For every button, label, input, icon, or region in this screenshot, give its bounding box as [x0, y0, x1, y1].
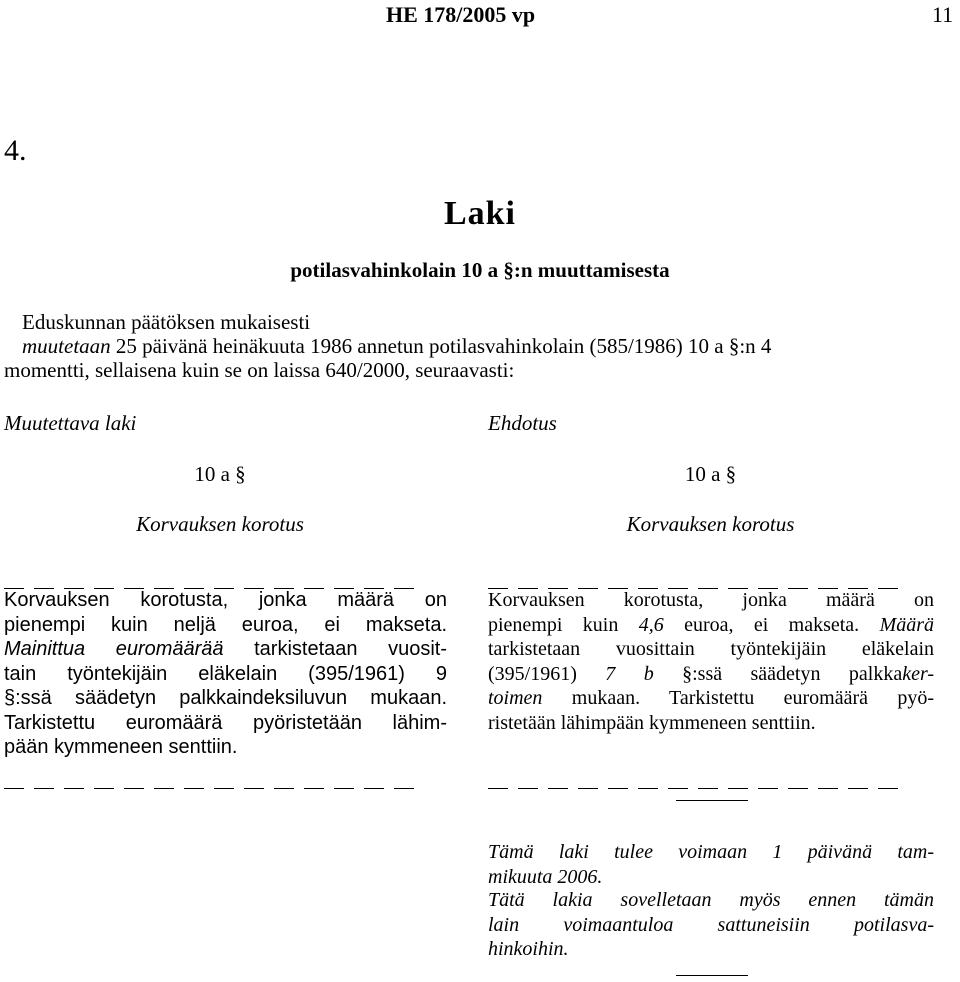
entry-into-force-line: Tämä laki tulee voimaan 1 päivänä tam- — [488, 841, 934, 863]
intro-line-3: momentti, sellaisena kuin se on laissa 640/2000, seuraavasti: — [4, 358, 515, 382]
transitional-provision — [488, 888, 934, 962]
left-paragraph-line — [4, 637, 447, 662]
right-paragraph-text: toimen — [488, 687, 543, 709]
right-paragraph-line — [488, 588, 934, 613]
page-number: 11 — [932, 2, 954, 27]
left-column-heading: Muutettava laki — [4, 411, 137, 435]
law-title: Laki — [443, 195, 517, 232]
left-omission-line-bottom — [4, 774, 424, 799]
right-column-heading: Ehdotus — [488, 411, 557, 435]
entry-into-force — [488, 840, 934, 889]
right-paragraph-text: 7 b — [605, 662, 654, 685]
right-section-number: 10 a § — [684, 462, 737, 486]
right-paragraph-line — [488, 637, 934, 662]
left-paragraph-text: §:ssä säädetyn palkkaindeksiluvun mukaan. — [4, 687, 447, 709]
document-reference: HE 178/2005 vp — [386, 2, 536, 27]
transitional-line: lain voimaantuloa sattuneisiin potilasva- — [488, 913, 934, 936]
separator-rule-1 — [676, 800, 748, 801]
right-paragraph-text: ker- — [902, 662, 934, 685]
left-paragraph-line — [4, 613, 447, 638]
right-paragraph-text: pienempi kuin — [488, 613, 639, 636]
right-paragraph-text: euroa, ei makseta. — [663, 613, 880, 636]
section-number: 4. — [4, 134, 27, 167]
right-paragraph-text: mukaan. Tarkistettu euromäärä pyö- — [542, 687, 934, 709]
right-paragraph-line — [488, 686, 934, 711]
transitional-line: Tätä lakia sovelletaan myös ennen tämän — [488, 889, 934, 911]
right-paragraph-text: ristetään lähimpään kymmeneen senttiin. — [488, 711, 816, 734]
left-paragraph-line — [4, 662, 447, 687]
right-paragraph-text: 4,6 — [638, 613, 664, 636]
left-paragraph-text: tarkistetaan vuosit- — [223, 638, 447, 660]
left-paragraph-text: pään kymmeneen senttiin. — [4, 736, 238, 758]
right-paragraph-text: Korvauksen korotusta, jonka määrä on — [488, 589, 934, 611]
intro-line-2 — [22, 334, 771, 358]
left-paragraph-text: tain työntekijäin eläkelain (395/1961) 9 — [4, 662, 447, 685]
intro-verb: muutetaan — [22, 334, 111, 358]
left-paragraph-text: Tarkistettu euromäärä pyöristetään lähim- — [4, 711, 447, 734]
left-paragraph-line — [4, 588, 447, 613]
transitional-line: hinkoihin. — [488, 938, 569, 960]
right-paragraph-text: tarkistetaan vuosittain työntekijäin eläkelain — [488, 638, 934, 660]
left-paragraph-line — [4, 711, 447, 736]
right-paragraph-line — [488, 711, 934, 736]
left-paragraph-line — [4, 735, 447, 760]
right-paragraph-line — [488, 613, 934, 638]
left-paragraph-text: pienempi kuin neljä euroa, ei makseta. — [4, 613, 447, 636]
right-paragraph — [488, 588, 934, 735]
entry-into-force-line: mikuuta 2006. — [488, 865, 603, 888]
right-section-title: Korvauksen korotus — [626, 512, 795, 536]
separator-rule-2 — [676, 975, 748, 976]
left-paragraph-text: Mainittua euromäärää — [4, 638, 224, 660]
right-paragraph-text: §:ssä säädetyn palkka — [653, 662, 903, 685]
right-paragraph-line — [488, 662, 934, 687]
left-paragraph — [4, 588, 447, 760]
law-subtitle: potilasvahinkolain 10 a §:n muuttamisesta — [290, 258, 670, 282]
left-paragraph-text: Korvauksen korotusta, jonka määrä on — [4, 589, 447, 611]
intro-line-1: Eduskunnan päätöksen mukaisesti — [22, 310, 311, 334]
right-paragraph-text: (395/1961) — [488, 662, 606, 685]
right-paragraph-text: Määrä — [879, 613, 935, 636]
left-section-title: Korvauksen korotus — [136, 512, 304, 536]
left-section-number: 10 a § — [194, 462, 246, 486]
right-omission-line-bottom — [488, 774, 908, 799]
left-paragraph-line — [4, 686, 447, 711]
intro-line-2-rest: 25 päivänä heinäkuuta 1986 annetun potilasvahinkolain (585/1986) 10 a §:n 4 — [110, 334, 772, 358]
